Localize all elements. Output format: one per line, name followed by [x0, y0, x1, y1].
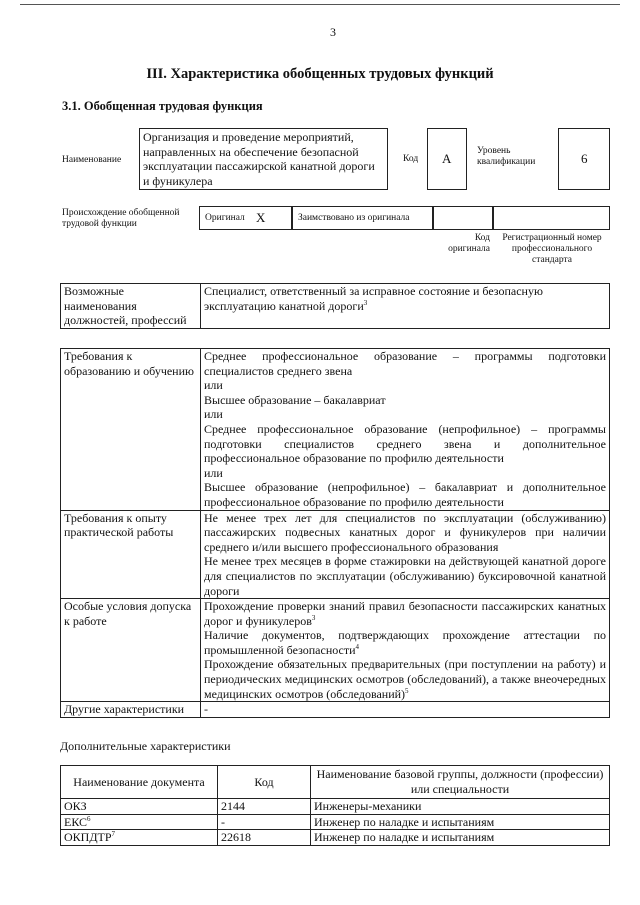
positions-value: Специалист, ответственный за исправное состояние и безопасную эксплуатацию канатной дороги: [204, 284, 543, 313]
header-name: Наименование базовой группы, должности (профессии) или специальности: [311, 766, 610, 799]
requirement-label: Требования к опыту практической работы: [61, 510, 201, 599]
code-box: [427, 128, 467, 190]
level-box: [558, 128, 610, 190]
doc-name: ЕКС: [64, 814, 88, 829]
function-name-value: Организация и проведение мероприятий, направленных на обеспечение безопасной эксплуатации пассажирской канатной дороги и фуникулера: [143, 130, 375, 188]
level-value: 6: [581, 151, 588, 166]
requirement-line-text: Не менее трех месяцев в форме стажировки на действующей канатной дороге для специалистов по эксплуатации (обслуживанию) буксировочной канатной дороги: [204, 554, 606, 598]
requirement-line: [204, 599, 606, 628]
footnote-mark: 5: [405, 686, 409, 695]
doc-cell: [61, 814, 218, 830]
footnote-mark: 3: [311, 613, 316, 622]
requirement-line-text: или: [204, 465, 223, 480]
requirement-line: [204, 466, 606, 481]
requirement-value: [201, 599, 610, 702]
requirement-line-text: Прохождение проверки знаний правил безопасности пассажирских канатных дорог и фуникулеров: [204, 599, 606, 628]
requirement-line: [204, 393, 606, 408]
requirement-line-text: Не менее трех лет для специалистов по эксплуатации (обслуживанию) пассажирских подвесных канатных дорог и фуникулеров при наличии среднего и/или высшего профессионального образования: [204, 510, 606, 554]
origin-label: Происхождение обобщенной трудовой функции: [62, 208, 180, 229]
requirement-line-text: -: [204, 702, 208, 717]
requirement-value: [201, 702, 610, 718]
requirement-row: [61, 702, 610, 718]
requirement-label: Другие характеристики: [61, 702, 201, 718]
requirement-line: [204, 511, 606, 555]
requirements-table: [60, 348, 610, 718]
origin-code-box: [433, 206, 493, 230]
requirement-line-text: Прохождение обязательных предварительных (при поступлении на работу) и периодических медицинских осмотров (обследований), а также внеочередных медицинских осмотров (обследований): [204, 657, 606, 701]
occupation-cell: Инженер по наладке и испытаниям: [311, 830, 610, 846]
requirement-label: Особые условия допуска к работе: [61, 599, 201, 702]
footnote-mark: 7: [111, 830, 116, 839]
requirement-line-text: или: [204, 378, 223, 393]
code-label: Код: [403, 154, 419, 164]
occupation-cell: Инженеры-механики: [311, 799, 610, 815]
positions-table: [60, 283, 610, 329]
code-cell: 2144: [218, 799, 311, 815]
requirement-label: Требования к образованию и обучению: [61, 349, 201, 511]
footnote-mark: 4: [355, 642, 360, 651]
original-box: [199, 206, 292, 230]
requirement-line-text: Высшее образование (непрофильное) – бакалавриат и дополнительное профессиональное образование по профилю деятельности: [204, 480, 606, 509]
doc-name: ОКЗ: [64, 799, 87, 813]
function-name-box: [139, 128, 388, 190]
borrowed-label: Заимствовано из оригинала: [298, 213, 410, 223]
doc-cell: [61, 799, 218, 815]
page-number: 3: [330, 25, 336, 39]
requirement-line: [204, 554, 606, 598]
requirement-line-text: Среднее профессиональное образование (непрофильное) – программы подготовки специалистов среднего звена и дополнительное профессиональное образование по профилю деятельности: [204, 421, 606, 466]
positions-footnote: 3: [363, 298, 368, 307]
section-title: III. Характеристика обобщенных трудовых функций: [146, 66, 494, 82]
requirement-row: [61, 349, 610, 511]
level-label: Уровень квалификации: [477, 146, 536, 167]
reg-number-box: [493, 206, 610, 230]
name-label: Наименование: [62, 155, 122, 165]
header-doc: Наименование документа: [61, 766, 218, 799]
additional-title: Дополнительные характеристики: [60, 739, 231, 753]
requirement-value: [201, 349, 610, 511]
requirement-line: [204, 628, 606, 657]
table-row: [61, 799, 610, 815]
footnote-mark: 6: [87, 814, 91, 823]
doc-name: ОКПДТР: [64, 830, 112, 845]
code-cell: -: [218, 814, 311, 830]
doc-cell: [61, 830, 218, 846]
additional-table: [60, 765, 610, 846]
requirement-line-text: или: [204, 407, 223, 422]
borrowed-box: [292, 206, 433, 230]
header-code: Код: [218, 766, 311, 799]
positions-label: Возможные наименования должностей, профессий: [61, 284, 201, 329]
table-row: [61, 830, 610, 846]
positions-value-cell: [201, 284, 610, 329]
requirement-line: [204, 480, 606, 509]
subsection-title: 3.1. Обобщенная трудовая функция: [62, 99, 263, 113]
top-rule: [20, 4, 620, 5]
requirement-line: [204, 657, 606, 701]
reg-caption: Регистрационный номер профессионального стандарта: [502, 233, 602, 265]
code-value: А: [442, 151, 452, 166]
requirement-row: [61, 599, 610, 702]
requirement-value: [201, 510, 610, 599]
occupation-cell: Инженер по наладке и испытаниям: [311, 814, 610, 830]
code-caption: Код оригинала: [448, 233, 490, 254]
original-label: Оригинал: [205, 213, 245, 223]
requirement-line: [204, 349, 606, 378]
requirement-line: [204, 702, 606, 717]
requirement-line-text: Наличие документов, подтверждающих прохождение аттестации по промышленной безопасности: [204, 628, 606, 657]
code-cell: 22618: [218, 830, 311, 846]
requirement-line-text: Среднее профессиональное образование – программы подготовки специалистов среднего звена: [204, 349, 606, 378]
requirement-row: [61, 510, 610, 599]
original-mark: X: [256, 210, 266, 225]
requirement-line: [204, 378, 606, 393]
requirement-line: [204, 422, 606, 466]
requirement-line-text: Высшее образование – бакалавриат: [204, 392, 386, 407]
table-row: [61, 814, 610, 830]
requirement-line: [204, 407, 606, 422]
